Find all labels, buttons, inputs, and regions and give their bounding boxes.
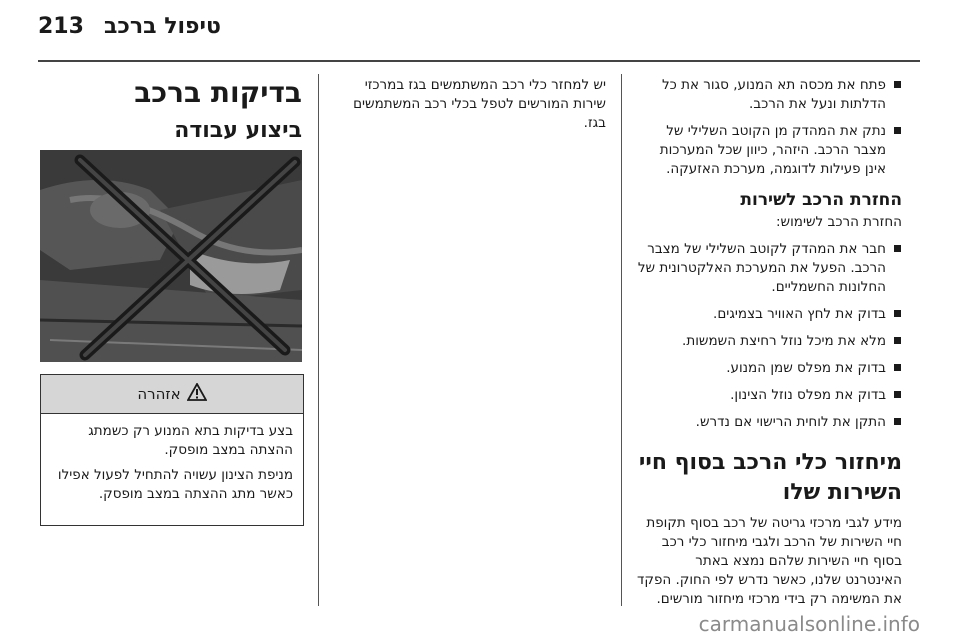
recycling-text: מידע לגבי מרכזי גריטה של רכב בסוף תקופת חיי השירות של הרכב ולגבי מיחזור כלי רכב בסוף חיי השירות שלהם נמצא באתר האינטרנט שלנו, כאשר נדרש לפי החוק. הפקד את המשימה רק בידי מרכזי מיחזור מורשים. [637,515,902,607]
return-to-service-heading: החזרת הרכב לשירות [740,190,902,210]
warning-body [41,414,303,504]
list-item: פתח את מכסה תא המנוע, סגור את כל הדלתות ונעל את הרכב. [636,76,902,114]
watermark: carmanualsonline.info [698,612,920,636]
list-item: בדוק את מפלס שמן המנוע. [636,359,902,378]
gas-vehicle-column [334,76,606,133]
warning-paragraph-1: בצע בדיקות בתא המנוע רק כשמתג ההצתה במצב מופסק. [88,423,293,458]
section-subtitle: ביצוע עבודה [174,118,302,143]
column-divider-left [621,74,622,606]
list-item: התקן את לוחית הרישוי אם נדרש. [636,413,902,432]
return-to-service-intro: החזרת הרכב לשימוש: [776,214,902,230]
engine-compartment-photo [40,150,302,362]
page-number: 213 [38,14,84,39]
column-divider-right [318,74,319,606]
section-checks-column [40,76,302,146]
gas-vehicle-text: יש למחזר כלי רכב המשתמשים בגז במרכזי שירות המורשים לטפל בכלי רכב המשתמשים בגז. [353,77,606,131]
warning-header [41,375,303,414]
warning-paragraph-2: מניפת הצינון עשויה להתחיל לפעול אפילו כאשר מתג ההצתה במצב מופסק. [57,467,293,502]
header-rule [38,60,920,62]
warning-icon [187,383,207,405]
storage-column [636,76,902,609]
list-item: נתק את המהדק מן הקוטב השלילי של מצבר הרכב. היזהר, כיוון שכל המערכות אינן פעילות לדוגמה, מערכת האזעקה. [636,122,902,179]
header-title: טיפול ברכב [104,14,221,39]
list-item: חבר את המהדק לקוטב השלילי של מצבר הרכב. הפעל את המערכת האלקטרונית של החלונות החשמליים. [636,240,902,297]
section-title: בדיקות ברכב [134,76,302,109]
warning-box [40,374,304,526]
page-header [38,14,920,54]
list-item: בדוק את מפלס נוזל הצינון. [636,386,902,405]
warning-heading: אזהרה [137,385,181,403]
list-item: מלא את מיכל נוזל רחיצת השמשות. [636,332,902,351]
list-item: בדוק את לחץ האוויר בצמיגים. [636,305,902,324]
recycling-heading: מיחזור כלי הרכב בסוף חיי השירות שלו [638,450,902,505]
